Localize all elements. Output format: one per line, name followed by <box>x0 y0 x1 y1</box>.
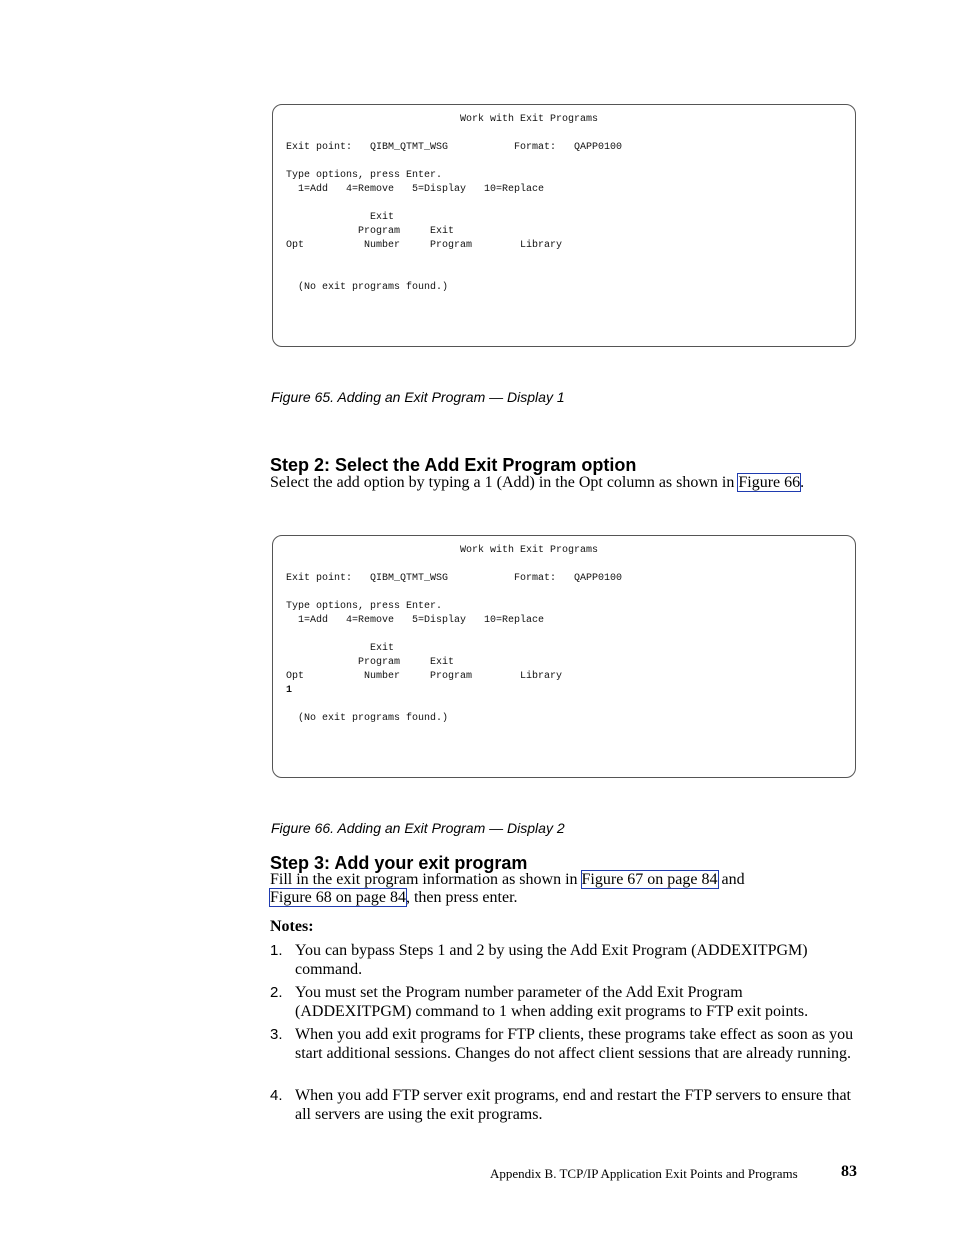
notes-label: Notes: <box>270 918 314 935</box>
figure-66-caption: Figure 66. Adding an Exit Program — Display 2 <box>271 820 565 836</box>
screen-2-header-lines: Work with Exit Programs Exit point: QIBM_QTMT_WSG Format: QAPP0100 Type options, press Enter. 1=Add 4=Remove 5=Display 10=Replace Exit Program Exit Opt Number Program Library <box>286 545 623 682</box>
note-text: You must set the Program number parameter of the Add Exit Program (ADDEXITPGM) command to 1 when adding exit programs to FTP exit points. <box>295 984 809 1020</box>
step-2-text-end: . <box>800 474 805 491</box>
note-text: When you add FTP server exit programs, end and restart the FTP servers to ensure that all servers are using the exit programs. <box>295 1087 851 1123</box>
note-item <box>270 941 860 979</box>
note-number: 4. <box>270 1087 283 1104</box>
figure-68-link[interactable]: Figure 68 on page 84 <box>270 889 406 906</box>
screen-1-content: Work with Exit Programs Exit point: QIBM_QTMT_WSG Format: QAPP0100 Type options, press Enter. 1=Add 4=Remove 5=Display 10=Replace Exit Program Exit Opt Number Program Library (No exit programs found.) <box>286 114 623 293</box>
step-2-text: Select the add option by typing a 1 (Add) in the Opt column as shown in <box>270 474 739 491</box>
figure-65-caption: Figure 65. Adding an Exit Program — Display 1 <box>271 389 565 405</box>
note-number: 1. <box>270 942 283 959</box>
note-text: When you add exit programs for FTP clients, these programs take effect as soon as you start additional sessions. Changes do not affect client sessions that are already running. <box>295 1026 854 1062</box>
screen-2-footer-lines: (No exit programs found.) <box>298 713 449 724</box>
footer-chapter-title: Appendix B. TCP/IP Application Exit Points and Programs <box>490 1166 798 1181</box>
note-item <box>270 1025 860 1063</box>
note-item <box>270 983 860 1021</box>
step-2-paragraph <box>270 474 860 492</box>
step-3-text: Fill in the exit program information as shown in <box>270 871 582 888</box>
note-number: 3. <box>270 1026 283 1043</box>
figure-67-link[interactable]: Figure 67 on page 84 <box>581 871 718 888</box>
terminal-screen-display-2 <box>272 535 856 778</box>
note-text: You can bypass Steps 1 and 2 by using the Add Exit Program (ADDEXITPGM) command. <box>295 942 808 978</box>
opt-input-value[interactable]: 1 <box>286 685 293 696</box>
step-3-heading: Step 3: Add your exit program <box>270 853 528 873</box>
terminal-screen-display-1 <box>272 104 856 347</box>
page-number: 83 <box>841 1163 857 1180</box>
step-3-paragraph <box>270 871 860 907</box>
screen-2-content <box>286 544 622 726</box>
step-2-heading: Step 2: Select the Add Exit Program option <box>270 455 637 475</box>
step-3-text-end: , then press enter. <box>405 889 518 906</box>
figure-66-link[interactable]: Figure 66 <box>738 474 801 491</box>
note-number: 2. <box>270 984 283 1001</box>
step-3-text-mid: and <box>717 871 745 888</box>
note-item <box>270 1086 860 1124</box>
